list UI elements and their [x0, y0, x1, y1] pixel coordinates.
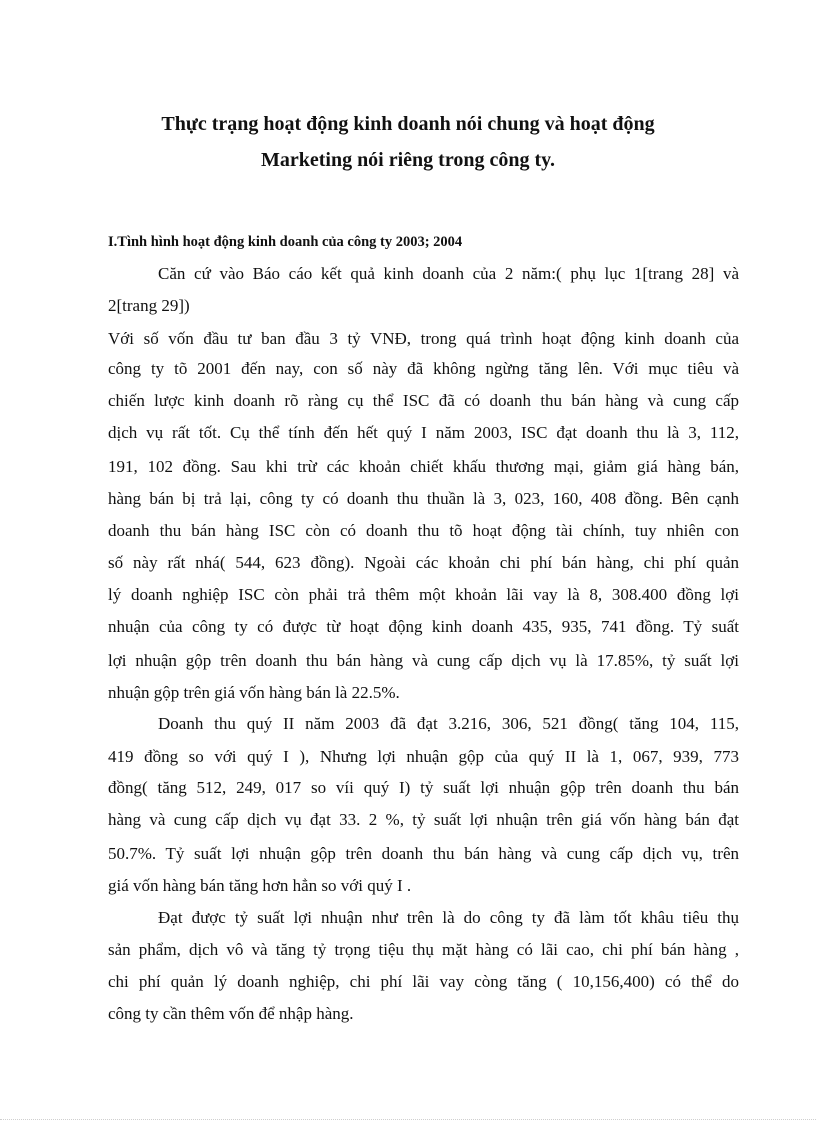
paragraph-3-line: Doanh thu quý II năm 2003 đã đạt 3.216, 306, 521 đồng( tăng 104, 115,	[158, 714, 739, 733]
paragraph-2-line: Với số vốn đầu tư ban đầu 3 tỷ VNĐ, trong quá trình hoạt động kinh doanh của	[108, 329, 739, 348]
paragraph-4-line: công ty cần thêm vốn để nhập hàng.	[108, 1004, 354, 1023]
paragraph-2-line: hàng bán bị trả lại, công ty có doanh thu thuần là 3, 023, 160, 408 đồng. Bên cạnh	[108, 489, 739, 508]
paragraph-2-line: chiến lược kinh doanh rõ ràng cụ thể ISC đã có doanh thu bán hàng và cung cấp	[108, 391, 739, 410]
document-title-line-2: Marketing nói riêng trong công ty.	[260, 149, 556, 171]
paragraph-1-line: Căn cứ vào Báo cáo kết quả kinh doanh của 2 năm:( phụ lục 1[trang 28] và	[158, 264, 739, 283]
paragraph-2-line: nhuận gộp trên giá vốn hàng bán là 22.5%.	[108, 683, 400, 702]
paragraph-2-line: doanh thu bán hàng ISC còn có doanh thu tõ hoạt động tài chính, tuy nhiên con	[108, 521, 739, 540]
paragraph-3-line: đồng( tăng 512, 249, 017 so víi quý I) tỷ suất lợi nhuận gộp trên doanh thu bán	[108, 778, 739, 797]
paragraph-2-line: công ty tõ 2001 đến nay, con số này đã không ngừng tăng lên. Với mục tiêu và	[108, 359, 739, 378]
paragraph-2-line: dịch vụ rất tốt. Cụ thể tính đến hết quý I năm 2003, ISC đạt doanh thu là 3, 112,	[108, 423, 739, 442]
page-bottom-divider	[0, 1119, 816, 1120]
document-title-line-1: Thực trạng hoạt động kinh doanh nói chung và hoạt động	[161, 113, 655, 135]
paragraph-3-line: giá vốn hàng bán tăng hơn hẳn so với quý I .	[108, 876, 412, 895]
paragraph-2-line: nhuận của công ty có được từ hoạt động kinh doanh 435, 935, 741 đồng. Tỷ suất	[108, 617, 739, 636]
paragraph-1-line: 2[trang 29])	[108, 296, 190, 315]
paragraph-3-line: hàng và cung cấp dịch vụ đạt 33. 2 %, tỷ suất lợi nhuận trên giá vốn hàng bán đạt	[108, 810, 739, 829]
paragraph-3-line: 50.7%. Tỷ suất lợi nhuận gộp trên doanh thu bán hàng và cung cấp dịch vụ, trên	[108, 844, 739, 863]
paragraph-2-line: số này rất nhá( 544, 623 đồng). Ngoài các khoản chi phí bán hàng, chi phí quản	[108, 553, 739, 572]
paragraph-4-line: chi phí quản lý doanh nghiệp, chi phí lãi vay còng tăng ( 10,156,400) có thể do	[108, 972, 739, 991]
paragraph-4-line: Đạt được tỷ suất lợi nhuận như trên là do công ty đã làm tốt khâu tiêu thụ	[158, 908, 739, 927]
paragraph-2-line: lý doanh nghiệp ISC còn phải trả thêm một khoản lãi vay là 8, 308.400 đồng lợi	[108, 585, 739, 604]
section-heading: I.Tình hình hoạt động kinh doanh của công ty 2003; 2004	[108, 234, 463, 250]
paragraph-4-line: sản phẩm, dịch vô và tăng tỷ trọng tiệu thụ mặt hàng có lãi cao, chi phí bán hàng ,	[108, 940, 739, 959]
paragraph-3-line: 419 đồng so với quý I ), Nhưng lợi nhuận gộp của quý II là 1, 067, 939, 773	[108, 747, 739, 766]
paragraph-2-line: 191, 102 đồng. Sau khi trừ các khoản chiết khấu thương mại, giảm giá hàng bán,	[108, 457, 739, 476]
paragraph-2-line: lợi nhuận gộp trên doanh thu bán hàng và cung cấp dịch vụ là 17.85%, tỷ suất lợi	[108, 651, 739, 670]
